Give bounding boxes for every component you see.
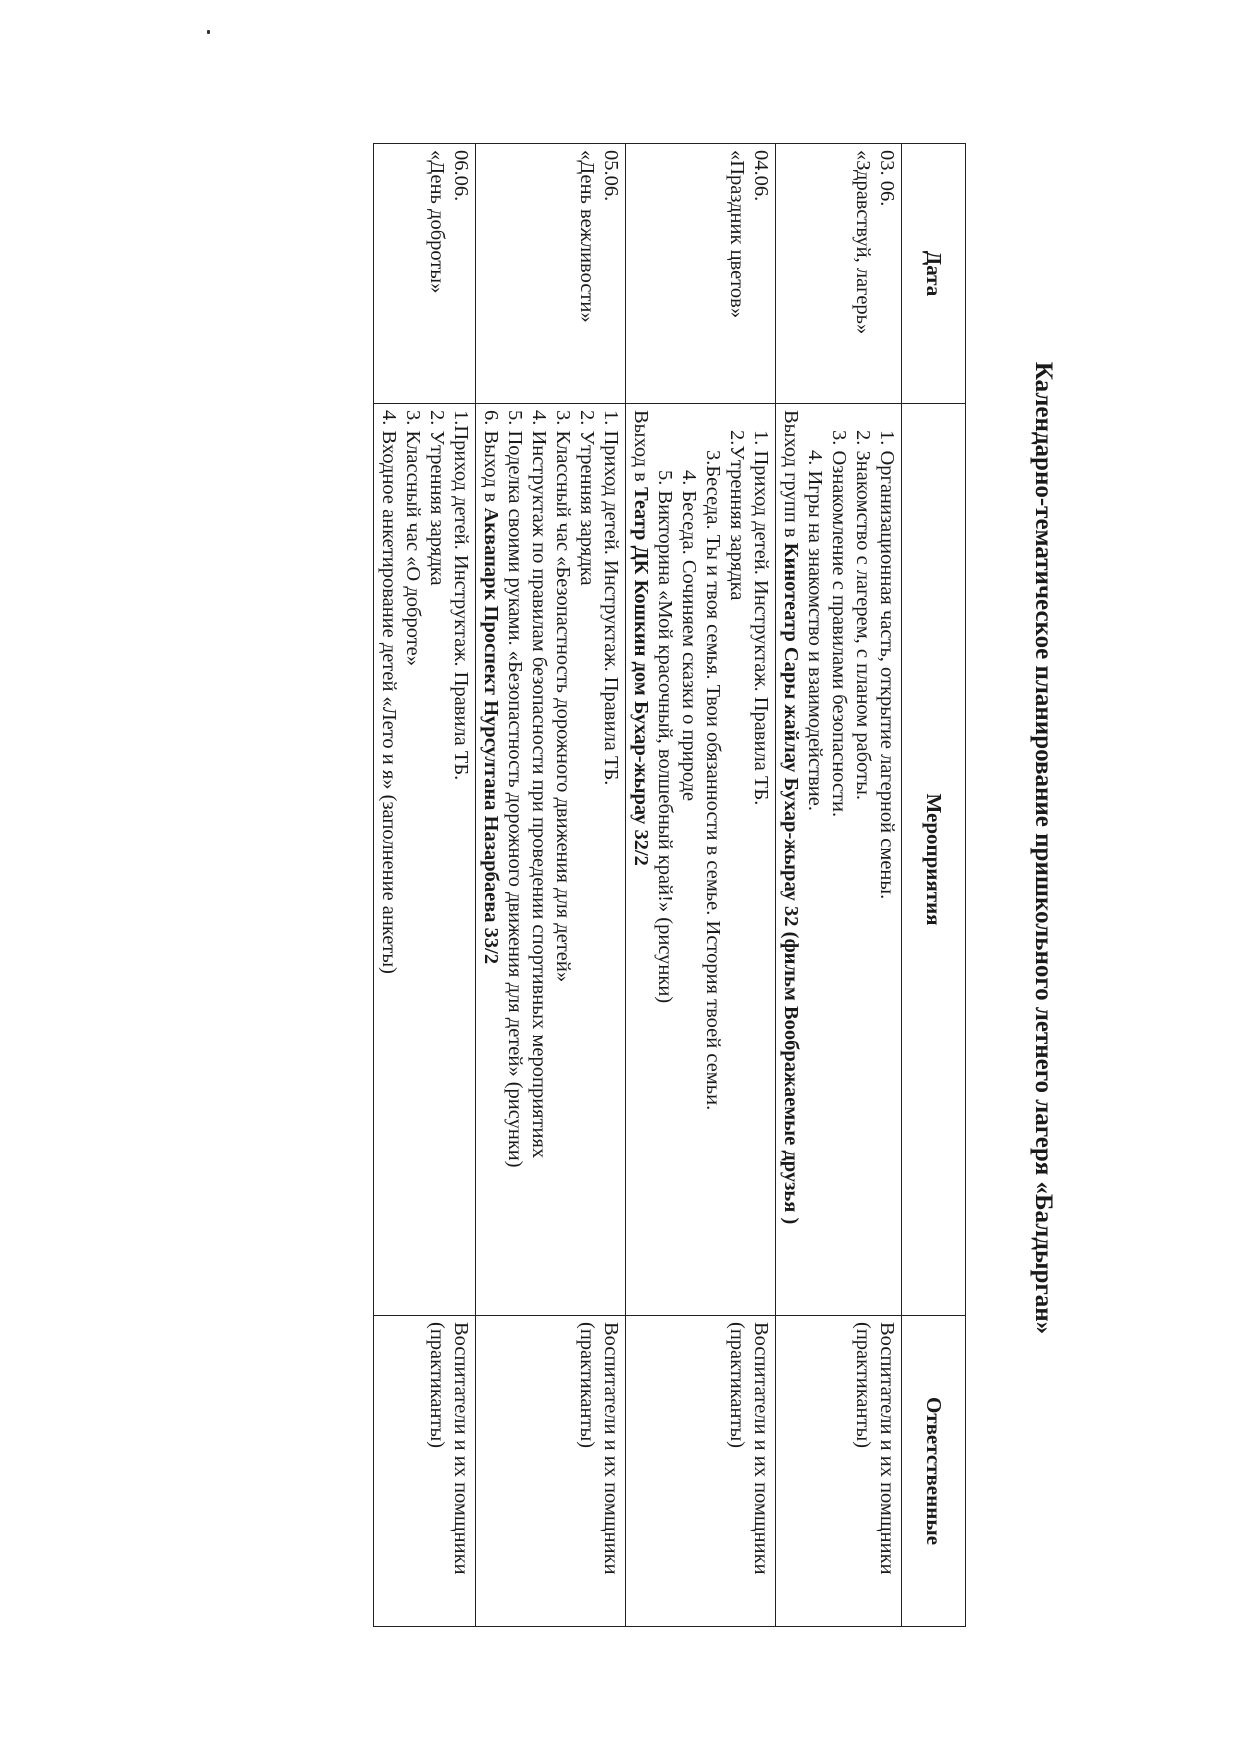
events-cell: [374, 404, 476, 1316]
event-outing-venue: Аквапарк Проспект Нурсултана Назарбаева 33/2: [480, 507, 502, 965]
event-item: 1. Приход детей. Инструктаж. Правила ТБ.: [600, 410, 622, 786]
table-header-row: [902, 144, 966, 1627]
event-outing-venue: Кинотеатр Сары жайлау Бухар-жырау 32 (фильм Воображаемые друзья ): [780, 542, 802, 1225]
event-item: 4. Игры на знакомство и взаимодействие.: [804, 450, 826, 811]
event-item: 1. Организационная часть, открытие лагерной смены.: [876, 430, 898, 900]
table-row: [626, 144, 776, 1627]
event-item: 5. Викторина «Мой красочный, волшебный край!» (рисунки): [654, 470, 676, 1004]
day-date: 03. 06.: [876, 150, 898, 207]
event-item: 2. Утренняя зарядка: [576, 410, 598, 586]
responsible-cell: [776, 1316, 902, 1627]
header-responsible: Ответственные: [902, 1316, 966, 1627]
day-date: 04.06.: [750, 150, 772, 202]
events-cell: [776, 404, 902, 1316]
responsible-cell: [374, 1316, 476, 1627]
event-item: 2. Знакомство с лагерем, с планом работы.: [852, 430, 874, 800]
event-item: 3. Ознакомление с правилами безопасности.: [828, 430, 850, 818]
events-cell: [476, 404, 626, 1316]
event-item: 3. Классный час «Безопастность дорожного движения для детей»: [552, 410, 574, 983]
event-item: 3.Беседа. Ты и твоя семья. Твои обязанности в семье. История твоей семьи.: [702, 450, 724, 1111]
day-date: 05.06.: [600, 150, 622, 202]
header-date: Дата: [902, 144, 966, 404]
document-title: Календарно-тематическое планирование пришкольного летнего лагеря «Балдырган»: [1030, 361, 1057, 1335]
date-cell: [476, 144, 626, 404]
event-outing-prefix: 6. Выход в: [480, 410, 502, 508]
schedule-table: [373, 143, 966, 1627]
event-item: 1.Приход детей. Инструктаж. Правила ТБ.: [450, 410, 472, 781]
day-date: 06.06.: [450, 150, 472, 202]
event-item: 4. Входное анкетирование детей «Лето и я» (заполнение анкеты): [378, 410, 400, 974]
date-cell: [374, 144, 476, 404]
header-events: Мероприятия: [902, 404, 966, 1316]
event-outing-prefix: Выход в: [630, 410, 652, 487]
table-row: [374, 144, 476, 1627]
event-item: 3. Классный час «О доброте»: [402, 410, 424, 666]
day-theme: «День доброты»: [426, 150, 448, 294]
date-cell: [626, 144, 776, 404]
day-theme: «Праздник цветов»: [726, 150, 748, 319]
event-outing: [629, 410, 653, 1309]
event-item: 1. Приход детей. Инструктаж. Правила ТБ.: [750, 430, 772, 806]
events-cell: [626, 404, 776, 1316]
scan-speck: [207, 30, 210, 34]
responsible-cell: [626, 1316, 776, 1627]
date-cell: [776, 144, 902, 404]
event-item: 4. Инструктаж по правилам безопасности при проведении спортивных мероприятиях: [528, 410, 550, 1159]
table-row: [776, 144, 902, 1627]
event-item: 2.Утренняя зарядка: [726, 430, 748, 601]
event-outing: [479, 410, 503, 1309]
event-item: 5. Поделка своими руками. «Безопастность дорожного движения для детей» (рисунки): [504, 410, 526, 1168]
event-outing-venue: Театр ДК Кошкин дом Бухар-жырау 32/2: [630, 486, 652, 866]
responsible-text: Воспитатели и их помщники (практиканты): [726, 1322, 772, 1575]
event-outing: [779, 410, 803, 1309]
rotated-document-page: [20, 48, 1060, 1658]
day-theme: «День вежливости»: [576, 150, 598, 323]
responsible-text: Воспитатели и их помщники (практиканты): [852, 1322, 898, 1575]
responsible-text: Воспитатели и их помщники (практиканты): [426, 1322, 472, 1575]
day-theme: «Здравствуй, лагерь»: [852, 150, 874, 335]
responsible-cell: [476, 1316, 626, 1627]
responsible-text: Воспитатели и их помщники (практиканты): [576, 1322, 622, 1575]
event-item: 2. Утренняя зарядка: [426, 410, 448, 586]
event-item: 4. Беседа. Сочиняем сказки о природе: [678, 470, 700, 802]
table-row: [476, 144, 626, 1627]
event-outing-prefix: Выход групп в: [780, 410, 802, 543]
